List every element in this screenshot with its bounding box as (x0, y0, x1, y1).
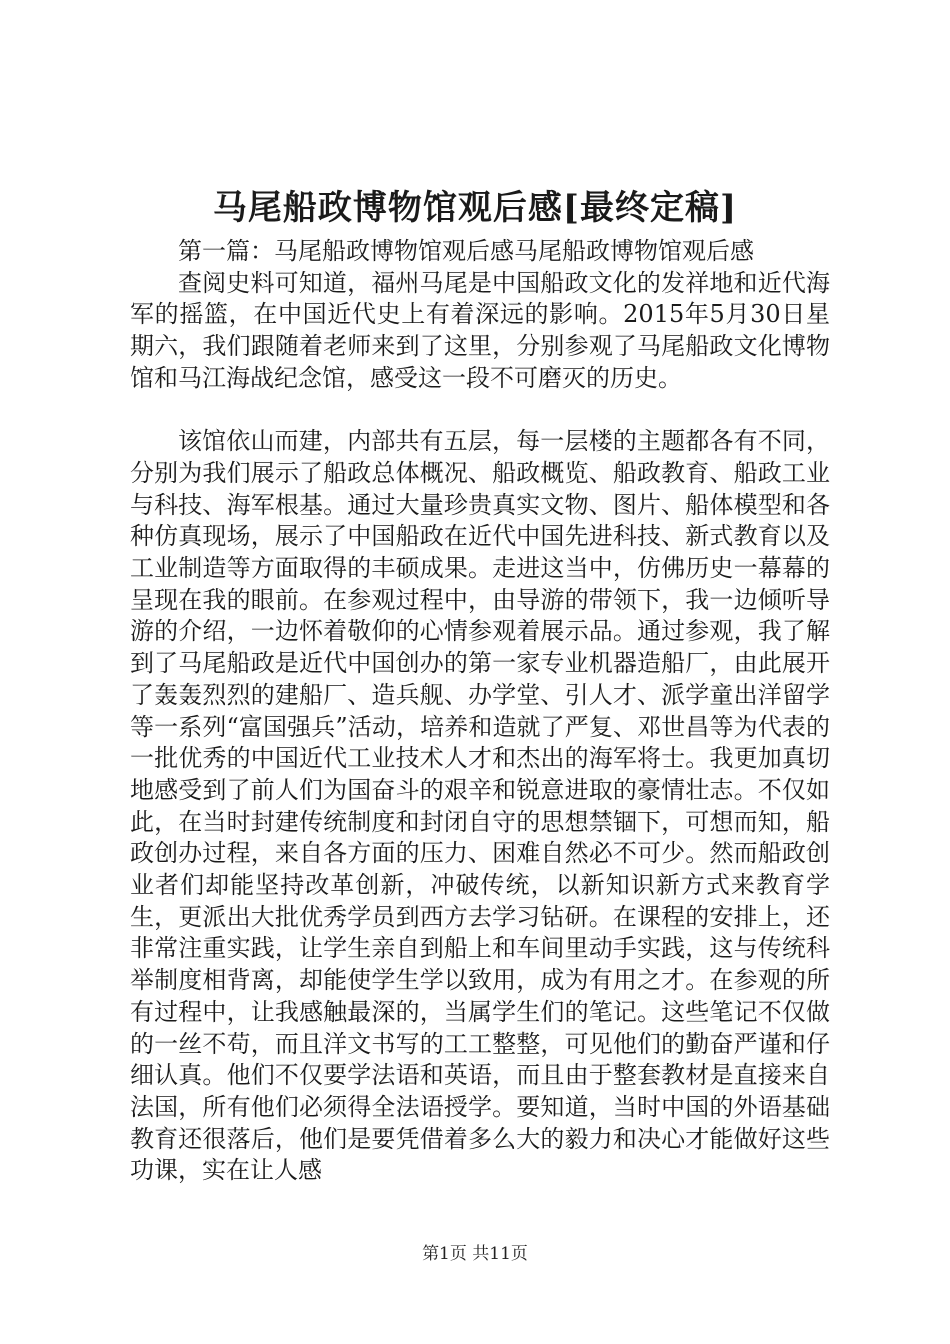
section-heading: 第一篇：马尾船政博物馆观后感马尾船政博物馆观后感 (178, 237, 754, 265)
paragraph-spacer (130, 395, 830, 427)
document-title: 马尾船政博物馆观后感[最终定稿] (212, 188, 738, 228)
paragraph-intro: 查阅史料可知道，福州马尾是中国船政文化的发祥地和近代海军的摇篮，在中国近代史上有着深远的影响。2015年5月30日星期六，我们跟随着老师来到了这里，分别参观了马尾船政文化博物馆和马江海战纪念馆，感受这一段不可磨灭的历史。 (130, 268, 830, 392)
page-number-footer: 第1页 共11页 (422, 1244, 528, 1264)
document-body (130, 236, 830, 1187)
paragraph-museum: 该馆依山而建，内部共有五层，每一层楼的主题都各有不同，分别为我们展示了船政总体概况、船政概览、船政教育、船政工业与科技、海军根基。通过大量珍贵真实文物、图片、船体模型和各种仿真现场，展示了中国船政在近代中国先进科技、新式教育以及工业制造等方面取得的丰硕成果。走进这当中，仿佛历史一幕幕的呈现在我的眼前。在参观过程中，由导游的带领下，我一边倾听导游的介绍，一边怀着敬仰的心情参观着展示品。通过参观，我了解到了马尾船政是近代中国创办的第一家专业机器造船厂，由此展开了轰轰烈烈的建船厂、造兵舰、办学堂、引人才、派学童出洋留学等一系列“富国强兵”活动，培养和造就了严复、邓世昌等为代表的一批优秀的中国近代工业技术人才和杰出的海军将士。我更加真切地感受到了前人们为国奋斗的艰辛和锐意进取的豪情壮志。不仅如此，在当时封建传统制度和封闭自守的思想禁锢下，可想而知，船政创办过程，来自各方面的压力、困难自然必不可少。然而船政创业者们却能坚持改革创新，冲破传统，以新知识新方式来教育学生，更派出大批优秀学员到西方去学习钻研。在课程的安排上，还非常注重实践，让学生亲自到船上和车间里动手实践，这与传统科举制度相背离，却能使学生学以致用，成为有用之才。在参观的所有过程中，让我感触最深的，当属学生们的笔记。这些笔记不仅做的一丝不苟，而且洋文书写的工工整整，可见他们的勤奋严谨和仔细认真。他们不仅要学法语和英语，而且由于整套教材是直接来自法国，所有他们必须得全法语授学。要知道，当时中国的外语基础教育还很落后，他们是要凭借着多么大的毅力和决心才能做好这些功课，实在让人感 (130, 427, 830, 1185)
